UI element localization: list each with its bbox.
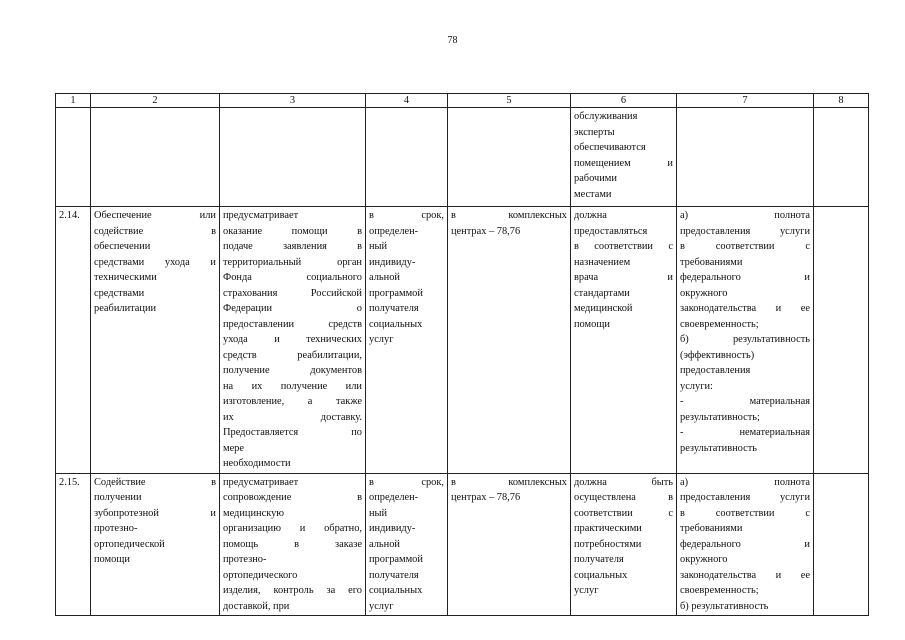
text-line: получение документов [223, 365, 362, 376]
text-line: получении [94, 492, 142, 503]
text-line: Фонда социального [223, 272, 362, 283]
text-line: альной [369, 538, 400, 550]
col-header-4: 4 [366, 94, 448, 108]
text-line: б) результативность [680, 334, 810, 345]
quality-indicators-cell [677, 473, 814, 616]
text-line: требованиями [680, 256, 743, 268]
text-line: ортопедической [94, 538, 165, 550]
text-line: ный [369, 507, 388, 519]
col-header-8: 8 [814, 94, 869, 108]
term-cell [366, 473, 448, 616]
conditions-cell [571, 207, 677, 474]
text-line: помещением и [574, 157, 673, 169]
notes-cell [814, 207, 869, 474]
text-line: программой [369, 287, 423, 299]
text-line: а) полнота [680, 476, 810, 488]
text-line: помощи [94, 554, 130, 565]
text-line: местами [574, 188, 612, 200]
table-row [56, 108, 869, 207]
text-line: - материальная [680, 396, 810, 407]
text-line: должна быть [574, 476, 673, 488]
header-row [56, 94, 869, 108]
text-line: Обеспечение или [94, 210, 216, 221]
text-line: протезно- [94, 523, 138, 534]
text-line: результативность [680, 442, 758, 454]
text-line: средствами [94, 287, 145, 299]
quality-indicators-cell [677, 108, 814, 207]
text-line: результативность; [680, 411, 760, 423]
text-line: их доставку. [223, 411, 362, 423]
text-line: средствами ухода и [94, 256, 216, 268]
text-line: окружного [680, 287, 728, 299]
col-header-1: 1 [56, 94, 91, 108]
text-line: помощь в заказе [223, 538, 362, 550]
tariff-cell [448, 207, 571, 474]
table-row [56, 473, 869, 616]
text-line: законодательства и ее [680, 569, 810, 581]
tariff-cell [448, 108, 571, 207]
text-line: социальных [369, 318, 423, 330]
text-line: услуг [574, 585, 599, 596]
text-line: подаче заявления в [223, 241, 362, 252]
table-row [56, 207, 869, 474]
text-line: услуг [369, 334, 394, 345]
text-line: сопровождение в [223, 492, 362, 503]
text-line: социальных [369, 585, 423, 596]
text-line: соответствии с [574, 507, 673, 519]
text-line: Содействие в [94, 476, 216, 488]
text-line: протезно- [223, 554, 267, 565]
text-line: предусматривает [223, 210, 299, 221]
text-line: альной [369, 272, 400, 283]
text-line: оказание помощи в [223, 225, 362, 237]
text-line: врача и [574, 272, 673, 283]
text-line: в комплексных [451, 210, 567, 221]
col-header-3: 3 [220, 94, 366, 108]
text-line: получателя [369, 569, 419, 581]
text-line: а) полнота [680, 210, 810, 221]
text-line: страхования Российской [223, 287, 362, 299]
service-description-cell [220, 108, 366, 207]
text-line: в срок, [369, 210, 444, 221]
text-line: предоставления [680, 365, 751, 376]
text-line: реабилитации [94, 303, 157, 314]
row-number-cell: 2.14. [56, 207, 91, 474]
col-header-6: 6 [571, 94, 677, 108]
notes-cell [814, 108, 869, 207]
text-line: ортопедического [223, 569, 298, 581]
text-line: своевременность; [680, 318, 759, 330]
term-cell [366, 108, 448, 207]
text-line: эксперты [574, 126, 615, 138]
term-cell [366, 207, 448, 474]
text-line: в соответствии с [574, 241, 673, 252]
text-line: обслуживания [574, 111, 638, 122]
tariff-cell [448, 473, 571, 616]
text-line: в комплексных [451, 476, 567, 488]
text-line: центрах – 78,76 [451, 225, 521, 237]
text-line: своевременность; [680, 585, 759, 596]
text-line: в срок, [369, 476, 444, 488]
service-name-cell [91, 108, 220, 207]
text-line: получателя [369, 303, 419, 314]
text-line: стандартами [574, 287, 630, 299]
text-line: социальных [574, 569, 628, 581]
text-line: медицинскую [223, 507, 285, 519]
text-line: осуществлена в [574, 492, 673, 503]
text-line: законодательства и ее [680, 303, 810, 314]
text-line: ный [369, 241, 388, 252]
text-line: определен- [369, 225, 419, 237]
page-number: 78 [447, 35, 458, 46]
service-description-cell [220, 473, 366, 616]
text-line: окружного [680, 554, 728, 565]
text-line: индивиду- [369, 523, 416, 534]
service-name-cell [91, 473, 220, 616]
text-line: рабочими [574, 173, 617, 184]
text-line: техническими [94, 272, 157, 283]
text-line: должна [574, 210, 607, 221]
text-line: услуги: [680, 380, 713, 392]
text-line: предоставляться [574, 225, 648, 237]
service-description-cell [220, 207, 366, 474]
text-line: зубопротезной и [94, 507, 216, 519]
text-line: - нематериальная [680, 427, 810, 438]
text-line: предусматривает [223, 476, 299, 488]
text-line: потребностями [574, 538, 642, 550]
quality-indicators-cell [677, 207, 814, 474]
text-line: изделия, контроль за его [223, 585, 362, 596]
text-line: необходимости [223, 458, 291, 469]
text-line: центрах – 78,76 [451, 492, 521, 503]
col-header-2: 2 [91, 94, 220, 108]
text-line: изготовление, а также [223, 396, 362, 407]
notes-cell [814, 473, 869, 616]
text-line: ухода и технических [223, 334, 362, 345]
text-line: в соответствии с [680, 241, 810, 252]
text-line: определен- [369, 492, 419, 503]
text-line: б) результативность [680, 600, 769, 612]
text-line: предоставления услуги [680, 225, 810, 237]
service-name-cell [91, 207, 220, 474]
text-line: практическими [574, 523, 642, 534]
text-line: Предоставляется по [223, 427, 362, 438]
text-line: обеспечении [94, 241, 151, 252]
conditions-cell [571, 473, 677, 616]
text-line: требованиями [680, 523, 743, 534]
text-line: федерального и [680, 272, 810, 283]
text-line: медицинской [574, 303, 633, 314]
col-header-7: 7 [677, 94, 814, 108]
text-line: территориальный орган [223, 256, 362, 268]
services-table [55, 93, 869, 616]
text-line: на их получение или [223, 380, 362, 392]
text-line: предоставлении средств [223, 318, 362, 330]
text-line: содействие в [94, 225, 216, 237]
conditions-cell [571, 108, 677, 207]
text-line: средств реабилитации, [223, 349, 362, 361]
row-number-cell [56, 108, 91, 207]
text-line: обеспечиваются [574, 142, 646, 153]
text-line: (эффективность) [680, 349, 755, 361]
text-line: назначением [574, 256, 631, 268]
text-line: в соответствии с [680, 507, 810, 519]
text-line: помощи [574, 318, 610, 330]
text-line: доставкой, при [223, 600, 290, 612]
text-line: программой [369, 554, 423, 565]
text-line: услуг [369, 600, 394, 612]
text-line: федерального и [680, 538, 810, 550]
row-number-cell: 2.15. [56, 473, 91, 616]
text-line: Федерации о [223, 303, 362, 314]
col-header-5: 5 [448, 94, 571, 108]
text-line: индивиду- [369, 256, 416, 268]
text-line: предоставления услуги [680, 492, 810, 503]
text-line: организацию и обратно, [223, 523, 362, 534]
text-line: мере [223, 442, 244, 454]
text-line: получателя [574, 554, 624, 565]
